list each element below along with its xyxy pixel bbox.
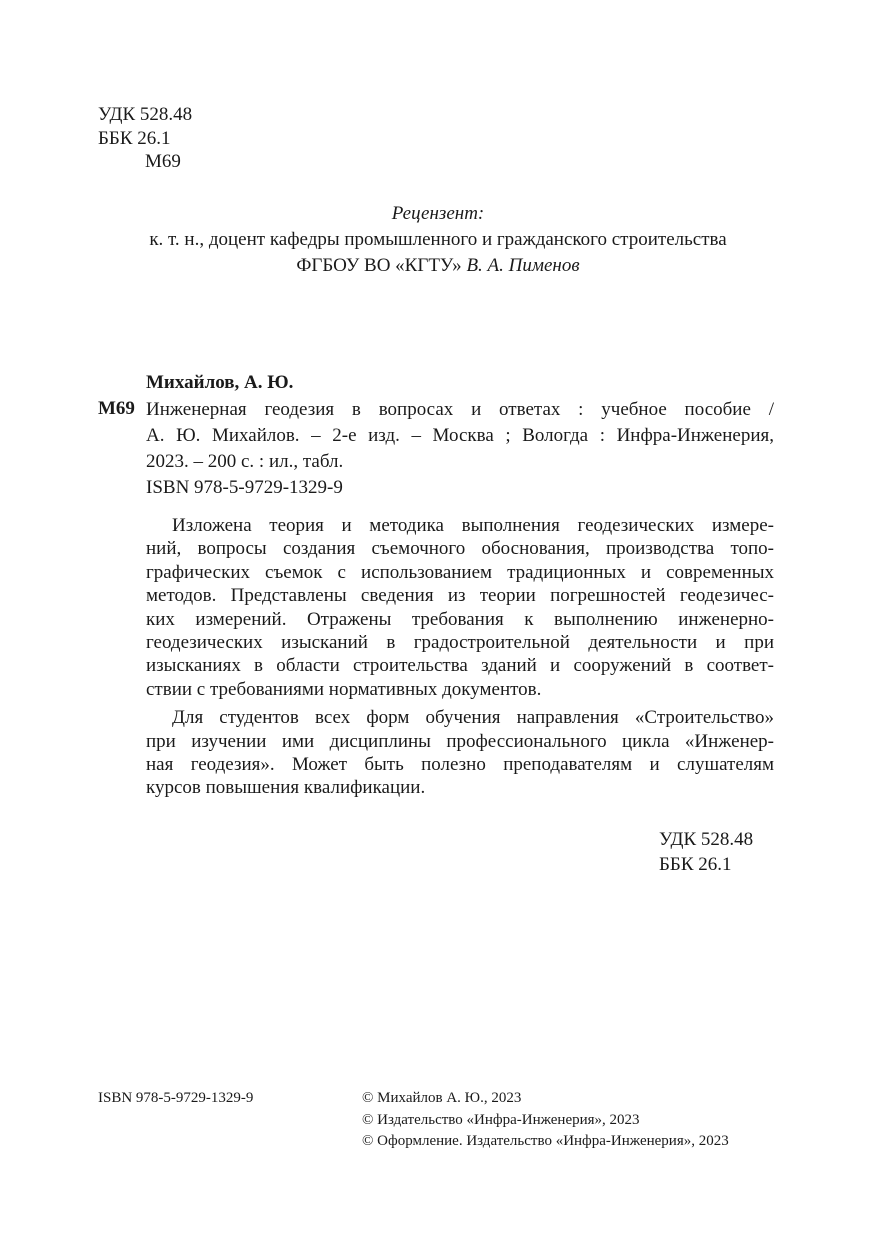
copyright-design: © Оформление. Издательство «Инфра-Инженерия», 2023 <box>362 1133 729 1149</box>
biblio-line: 2023. – 200 с. : ил., табл. <box>146 451 344 472</box>
author-mark: М69 <box>145 151 181 172</box>
annotation-line: ствии с требованиями нормативных документов. <box>146 678 542 700</box>
classification-bottom <box>659 828 753 878</box>
annotation-line: при изучении ими дисциплины профессионального цикла «Инженер- <box>146 730 774 752</box>
footer-isbn: ISBN 978-5-9729-1329-9 <box>98 1090 254 1106</box>
copyright-publisher: © Издательство «Инфра-Инженерия», 2023 <box>362 1111 640 1128</box>
biblio-line: А. Ю. Михайлов. – 2-е изд. – Москва ; Вологда : Инфра-Инженерия, <box>146 425 774 446</box>
annotation-line: курсов повышения квалификации. <box>146 777 426 799</box>
annotation-line: изысканиях в области строительства зданий и сооружений в соответ- <box>146 655 774 677</box>
reviewer-org: ФГБОУ ВО «КГТУ» <box>296 255 462 276</box>
author-heading: Михайлов, А. Ю. <box>146 372 294 393</box>
reviewer-heading: Рецензент: <box>391 203 485 224</box>
annotation-line: графических съемок с использованием традиционных и современных <box>146 561 774 583</box>
reviewer-affiliation <box>0 253 876 279</box>
reviewer-credentials: к. т. н., доцент кафедры промышленного и гражданского строительства <box>149 229 727 250</box>
classification-top <box>98 103 192 174</box>
udk-code-bottom: УДК 528.48 <box>659 829 754 850</box>
biblio-line: Инженерная геодезия в вопросах и ответах : учебное пособие / <box>146 399 774 420</box>
isbn-line: ISBN 978-5-9729-1329-9 <box>146 477 343 498</box>
annotation-line: Для студентов всех форм обучения направления «Строительство» <box>172 707 774 729</box>
annotation-line: ний, вопросы создания съемочного обоснования, производства топо- <box>146 538 774 560</box>
copyright-block <box>362 1087 729 1152</box>
udk-code: УДК 528.48 <box>98 104 193 125</box>
reviewer-name: В. А. Пименов <box>466 255 580 276</box>
reviewer-block <box>0 201 876 279</box>
annotation-line: Изложена теория и методика выполнения геодезических измере- <box>172 515 774 536</box>
annotation <box>146 514 774 800</box>
annotation-line: ких измерений. Отражены требования к выполнению инженерно- <box>146 608 774 630</box>
author-mark-bold: М69 <box>98 398 135 419</box>
bibliographic-description <box>146 397 774 501</box>
annotation-line: методов. Представлены сведения из теории погрешностей геодезичес- <box>146 585 774 607</box>
annotation-line: геодезических изысканий в градостроительной деятельности и при <box>146 631 774 653</box>
bbk-code-bottom: ББК 26.1 <box>659 854 732 875</box>
bbk-code: ББК 26.1 <box>98 127 171 149</box>
copyright-author: © Михайлов А. Ю., 2023 <box>362 1090 522 1106</box>
annotation-line: ная геодезия». Может быть полезно преподавателям и слушателям <box>146 753 774 775</box>
